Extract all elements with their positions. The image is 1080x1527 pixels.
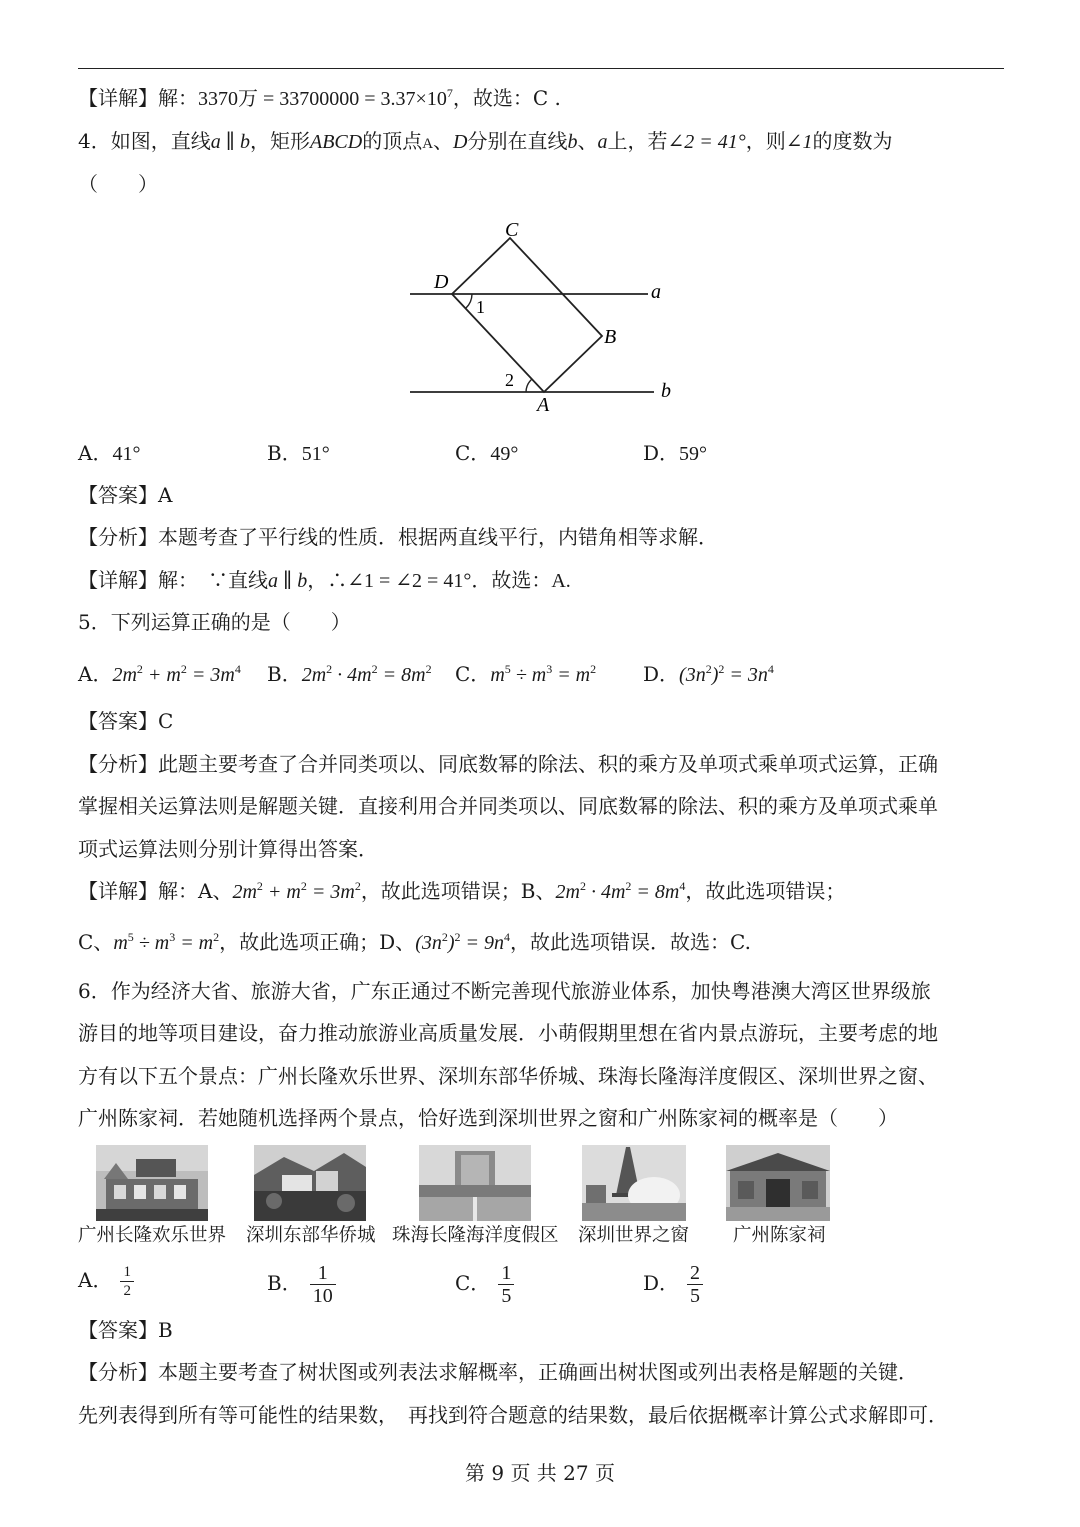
label-D: D [434,271,449,293]
q6-option-c: C． $\frac{1}{5}$ [455,1262,514,1307]
fraction: $\frac{2}{5}$ [687,1262,703,1307]
q6-stem-line-3: 方有以下五个景点：广州长隆欢乐世界、深圳东部华侨城、珠海长隆海洋度假区、深圳世界之窗、 [78,1064,938,1088]
q4-stem-line-1: 4．如图，直线a ∥ b，矩形ABCD的顶点A、D分别在直线b、a上，若∠2 = 41°，则∠1的度数为 [78,129,893,153]
q5-analysis-line-3: 项式运算法则分别计算得出答案． [78,837,378,861]
label-A: A [537,394,550,416]
angle-2-arc [526,379,532,392]
q4-answer: 【答案】A [78,483,173,507]
header-rule [78,68,1004,69]
q5-option-d: D．$(3n^2)^2 = 3n^4$ [643,662,774,686]
q6-analysis-line-2: 先列表得到所有等可能性的结果数， 再找到符合题意的结果数，最后依据概率计算公式求解即可． [78,1403,948,1427]
q5-option-c: C．$m^5 \div m^3 = m^2$ [455,662,597,686]
label-angle-2: 2 [505,370,514,390]
fraction: $\frac{1}{5}$ [498,1262,514,1307]
q6-option-b: B． $\frac{1}{10}$ [267,1262,336,1307]
q5-stem: 5．下列运算正确的是（ ） [78,610,351,634]
q4-detail: 【详解】解： ∵直线a ∥ b，∴∠1 = ∠2 = 41°．故选：A. [78,568,571,592]
label-b: b [661,380,671,402]
q6-stem-line-1: 6．作为经济大省、旅游大省，广东正通过不断完善现代旅游业体系，加快粤港澳大湾区世界级旅 [78,979,931,1003]
q4-option-a: A．41° [78,441,141,465]
q4-option-d: D．59° [643,441,708,465]
q4-option-c: C．49° [455,441,519,465]
label-a: a [651,281,661,303]
label-C: C [505,219,519,241]
photo-chen-clan-academy [726,1145,830,1221]
fraction: $\frac{1}{10}$ [310,1262,336,1307]
q4-option-b: B．51° [267,441,330,465]
q5-detail-line-1: 【详解】解：A、$2m^2 + m^2 = 3m^2$，故此选项错误；B、$2m^2 \cdot 4m^2 = 8m^4$，故此选项错误； [78,879,846,903]
q5-detail-line-2: C、$m^5 \div m^3 = m^2$，故此选项正确；D、$(3n^2)^2 = 9n^4$，故此选项错误．故选：C. [78,930,751,954]
q6-option-a: A． $\frac{1}{2}$ [78,1262,134,1300]
q5-analysis-line-2: 掌握相关运算法则是解题关键．直接利用合并同类项以、同底数幂的除法、积的乘方及单项式乘单 [78,794,938,818]
q4-analysis: 【分析】本题考查了平行线的性质．根据两直线平行，内错角相等求解． [78,525,718,549]
q4-paren: （ ） [78,172,158,196]
photo-window-of-the-world [582,1145,686,1221]
caption-chen-clan-academy: 广州陈家祠 [733,1225,826,1246]
caption-shenzhen-oct-east: 深圳东部华侨城 [246,1225,376,1246]
caption-window-of-the-world: 深圳世界之窗 [578,1225,690,1246]
photo-shenzhen-oct-east [254,1145,366,1221]
fraction: $\frac{1}{2}$ [120,1263,134,1300]
q6-stem-line-2: 游目的地等项目建设，奋力推动旅游业高质量发展．小萌假期里想在省内景点游玩，主要考虑的地 [78,1021,938,1045]
q5-option-b: B．$2m^2 \cdot 4m^2 = 8m^2$ [267,662,432,686]
q5-option-a: A．$2m^2 + m^2 = 3m^4$ [78,662,241,686]
caption-guangzhou-chimelong: 广州长隆欢乐世界 [78,1225,227,1246]
q6-analysis-line-1: 【分析】本题主要考查了树状图或列表法求解概率，正确画出树状图或列出表格是解题的关键． [78,1360,918,1384]
q6-stem-line-4: 广州陈家祠．若她随机选择两个景点，恰好选到深圳世界之窗和广州陈家祠的概率是（ ） [78,1106,898,1130]
caption-zhuhai-chimelong-ocean: 珠海长隆海洋度假区 [392,1225,559,1246]
rectangle-ABCD [452,238,602,392]
angle-1-arc [466,294,472,308]
photo-guangzhou-chimelong [96,1145,208,1221]
label-B: B [604,326,617,348]
prev-detail-line: 【详解】解：3370万 = $33700000 = 3.37\times 10^7$，故选：C . [78,86,561,110]
q4-geometry-figure [404,214,684,418]
q6-answer: 【答案】B [78,1318,173,1342]
photo-zhuhai-chimelong-ocean [419,1145,531,1221]
label-angle-1: 1 [476,297,485,317]
page-footer: 第 9 页 共 27 页 [465,1461,615,1485]
q5-analysis-line-1: 【分析】此题主要考查了合并同类项以、同底数幂的除法、积的乘方及单项式乘单项式运算，正确 [78,752,938,776]
q5-answer: 【答案】C [78,709,174,733]
q6-option-d: D． $\frac{2}{5}$ [643,1262,703,1307]
